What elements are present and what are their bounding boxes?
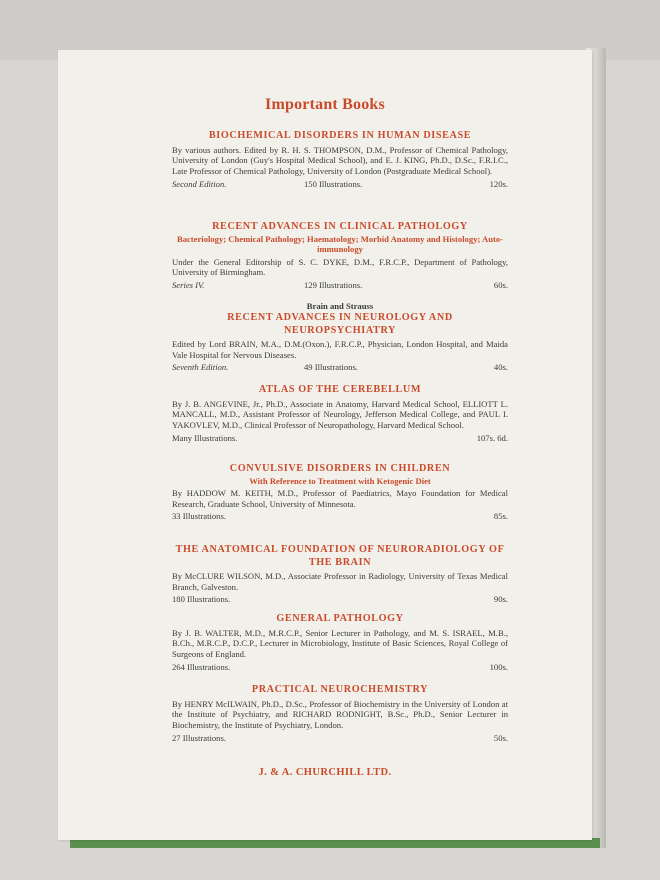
book-entry: [172, 684, 508, 744]
book-illustrations: 129 Illustrations.: [304, 279, 363, 290]
page-heading: Important Books: [265, 96, 385, 113]
book-illustrations: 33 Illustrations.: [172, 511, 226, 522]
book-illustrations: Many Illustrations.: [172, 432, 238, 443]
book-price: 85s.: [493, 511, 508, 522]
book-illustrations: 49 Illustrations.: [304, 362, 358, 373]
book-meta: [172, 361, 508, 373]
book-price: 60s.: [493, 279, 508, 290]
book-price: 120s.: [489, 178, 508, 189]
book-title: GENERAL PATHOLOGY: [276, 613, 404, 624]
book-title: THE ANATOMICAL FOUNDATION OF NEURORADIOLOGY OF THE BRAIN: [175, 544, 505, 568]
book-entry: [172, 301, 508, 373]
book-illustrations: 264 Illustrations.: [172, 661, 231, 672]
book-meta: [172, 732, 508, 744]
book-edition: Seventh Edition.: [172, 362, 229, 373]
book-meta: [172, 178, 508, 190]
book-back-cover: [58, 50, 592, 840]
book-illustrations: 150 Illustrations.: [304, 178, 363, 189]
book-meta: [172, 279, 508, 291]
book-title: RECENT ADVANCES IN NEUROLOGY AND NEUROPSYCHIATRY: [227, 312, 453, 336]
book-illustrations: 27 Illustrations.: [172, 732, 226, 743]
book-meta: [172, 593, 508, 605]
book-price: 107s. 6d.: [476, 432, 508, 443]
book-edition: Second Edition.: [172, 178, 227, 189]
book-price: 100s.: [489, 661, 508, 672]
publisher-name: J. & A. CHURCHILL LTD.: [258, 767, 392, 778]
book-meta: [172, 510, 508, 522]
book-description: Under the General Editorship of S. C. DYKE, D.M., F.R.C.P., Department of Pathology, University of Birmingham.: [172, 256, 508, 278]
book-title: PRACTICAL NEUROCHEMISTRY: [251, 684, 429, 695]
book-entry: [172, 130, 508, 190]
book-meta: [172, 432, 508, 444]
book-description: By J. B. ANGEVINE, Jr., Ph.D., Associate in Anatomy, Harvard Medical School, ELLIOTT L. MANCALL, M.D., Assistant Professor of Neurology, Jefferson Medical College, and PAUL I. YAKOVLEV, M.D., Clinical Professor of Neuropathology, Harvard Medical School.: [172, 398, 508, 430]
book-entry: [172, 463, 508, 522]
book-description: By HADDOW M. KEITH, M.D., Professor of Paediatrics, Mayo Foundation for Medical Research, Graduate School, University of Minnesota.: [172, 488, 508, 509]
book-price: 90s.: [493, 594, 508, 605]
book-entry: [172, 544, 508, 605]
book-description: By various authors. Edited by R. H. S. THOMPSON, D.M., Professor of Chemical Pathology, University of London (Guy's Hospital Medical School), and E. J. KING, Ph.D., D.Sc., F.R.I.C., Late Professor of Chemical Pathology, University of London (Postgraduate Medical School).: [172, 144, 508, 176]
book-entry: [172, 613, 508, 673]
book-subtitle: With Reference to Treatment with Ketogenic Diet: [249, 475, 431, 486]
book-title: CONVULSIVE DISORDERS IN CHILDREN: [229, 463, 451, 474]
book-title: ATLAS OF THE CEREBELLUM: [258, 384, 422, 395]
book-series: Brain and Strauss: [306, 301, 374, 311]
book-illustrations: 180 Illustrations.: [172, 594, 231, 605]
book-price: 40s.: [493, 362, 508, 373]
book-description: By J. B. WALTER, M.D., M.R.C.P., Senior Lecturer in Pathology, and M. S. ISRAEL, M.B., B.Ch., M.R.C.P., D.C.P., Lecturer in Microbiology, Institute of Basic Sciences, Royal College of Surgeons of England.: [172, 627, 508, 659]
book-entry: [172, 384, 508, 444]
book-entry: [172, 221, 508, 291]
book-subtitle: Bacteriology; Chemical Pathology; Haematology; Morbid Anatomy and Histology; Auto-immunology: [176, 233, 504, 254]
book-description: Edited by Lord BRAIN, M.A., D.M.(Oxon.), F.R.C.P., Physician, London Hospital, and Maida Vale Hospital for Nervous Diseases.: [172, 339, 508, 360]
book-meta: [172, 661, 508, 673]
book-price: 50s.: [493, 732, 508, 743]
book-title: BIOCHEMICAL DISORDERS IN HUMAN DISEASE: [208, 130, 472, 141]
book-description: By McCLURE WILSON, M.D., Associate Professor in Radiology, University of Texas Medical Branch, Galveston.: [172, 571, 508, 592]
book-description: By HENRY McILWAIN, Ph.D., D.Sc., Professor of Biochemistry in the University of London at the Institute of Psychiatry, and RICHARD RODNIGHT, B.Sc., Ph.D., Senior Lecturer in Biochemistry, the Institute of Psychiatry, London.: [172, 698, 508, 730]
book-title: RECENT ADVANCES IN CLINICAL PATHOLOGY: [212, 221, 468, 232]
book-edition: Series IV.: [172, 279, 205, 290]
